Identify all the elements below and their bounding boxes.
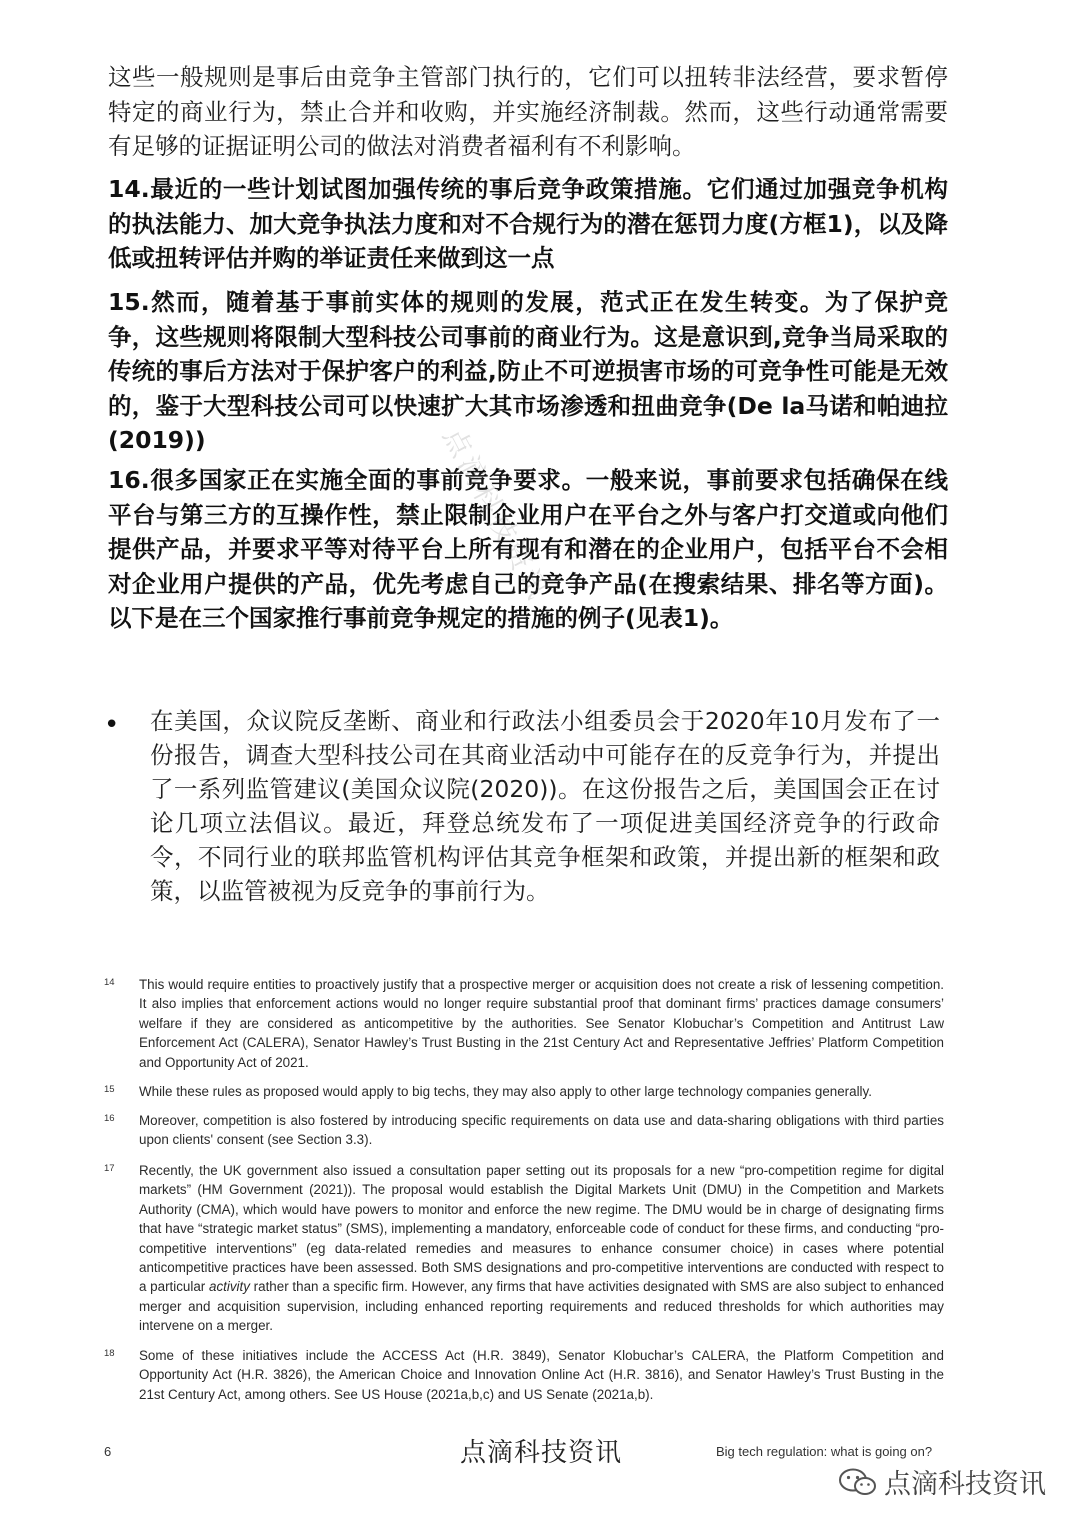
footnote-number: 17 — [104, 1163, 115, 1174]
footnote-16 — [104, 1111, 944, 1150]
footer-watermark-text: 点滴科技资讯 — [460, 1438, 623, 1468]
footnote-text: Some of these initiatives include the ACCESS Act (H.R. 3849), Senator Klobuchar’s CALERA, the Platform Competition and Opportunity Act (H.R. 3826), the American Choice and Innovation Online Act (H.R. 3816), and Senator Hawley’s Trust Busting in the 21st Century Act, among others. See US House (2021a,b,c) and US Senate (2021a,b). — [139, 1348, 944, 1402]
wechat-watermark — [838, 1462, 1046, 1501]
bullet-icon: • — [104, 710, 120, 740]
footnote-number: 14 — [104, 977, 115, 988]
paragraph-14: 14.最近的一些计划试图加强传统的事后竞争政策措施。它们通过加强竞争机构的执法能力、加大竞争执法力度和对不合规行为的潜在惩罚力度(方框1)，以及降低或扭转评估并购的举证责任来做到这一点 — [108, 175, 948, 272]
footnote-15 — [104, 1082, 944, 1101]
wechat-icon — [838, 1467, 878, 1497]
footnote-text: This would require entities to proactively justify that a prospective merger or acquisition does not create a risk of lessening competition. It also implies that enforcement actions would no longer require substantial proof that dominant firms’ practices damage consumers’ welfare if they are considered as anticompetitive by the authorities. See Senator Klobuchar’s Competition and Antitrust Law Enforcement Act (CALERA), Senator Hawley’s Trust Busting in the 21st Century Act and Representative Jeffries’ Platform Competition and Opportunity Act of 2021. — [139, 977, 944, 1070]
footnote-italic-word: activity — [209, 1279, 250, 1295]
diagonal-watermark: 点滴科技资讯 — [436, 422, 556, 608]
footnote-14 — [104, 975, 944, 1072]
wechat-account-name: 点滴科技资讯 — [884, 1469, 1046, 1500]
footnote-number: 15 — [104, 1084, 115, 1095]
paragraph-15: 15.然而，随着基于事前实体的规则的发展，范式正在发生转变。为了保护竞争，这些规则将限制大型科技公司事前的商业行为。这是意识到,竞争当局采取的传统的事后方法对于保护客户的利益,防止不可逆损害市场的可竞争性可能是无效的，鉴于大型科技公司可以快速扩大其市场渗透和扭曲竞争(De la马诺和帕迪拉(2019)) — [108, 288, 948, 454]
footnote-18 — [104, 1346, 944, 1404]
footnote-text-part: rather than a specific firm. However, any firms that have activities designated with SMS are also subject to enhanced merger and acquisition supervision, including enhanced reporting requirements and reduced thresholds for which authorities may intervene on a merger. — [139, 1279, 944, 1334]
running-title: Big tech regulation: what is going on? — [716, 1444, 933, 1459]
footnote-text: Moreover, competition is also fostered by introducing specific requirements on data use and data-sharing obligations with third parties upon clients' consent (see Section 3.3). — [139, 1113, 944, 1148]
footnote-number: 18 — [104, 1348, 115, 1359]
paragraph-intro: 这些一般规则是事后由竞争主管部门执行的，它们可以扭转非法经营，要求暂停特定的商业行为，禁止合并和收购，并实施经济制裁。然而，这些行动通常需要有足够的证据证明公司的做法对消费者福利有不利影响。 — [108, 63, 948, 160]
footnote-text: While these rules as proposed would apply to big techs, they may also apply to other large technology companies generally. — [139, 1084, 872, 1099]
page-number: 6 — [104, 1444, 112, 1459]
footnote-text — [139, 1161, 944, 1336]
footnote-17 — [104, 1161, 944, 1336]
footnote-text-part: Recently, the UK government also issued a consultation paper setting out its proposals for a new “pro-competition regime for digital markets” (HM Government (2021)). The proposal would establish the Digital Markets Unit (DMU) in the Competition and Markets Authority (CMA), which would have powers to monitor and enforce the new regime. The DMU would be in charge of designating firms that have “strategic market status” (SMS), implementing a mandatory, enforceable code of conduct for these firms, and conducting “pro-competitive interventions” (eg data-related remedies and measures to enhance consumer choice) in cases where potential anticompetitive practices have been assessed. Both SMS designations and pro-competitive interventions are conducted with respect to a particular — [139, 1163, 944, 1295]
paragraph-16: 16.很多国家正在实施全面的事前竞争要求。一般来说，事前要求包括确保在线平台与第三方的互操作性，禁止限制企业用户在平台之外与客户打交道或向他们提供产品，并要求平等对待平台上所有现有和潜在的企业用户，包括平台不会相对企业用户提供的产品，优先考虑自己的竞争产品(在搜索结果、排名等方面)。以下是在三个国家推行事前竞争规定的措施的例子(见表1)。 — [108, 466, 948, 632]
bullet-us-text: 在美国，众议院反垄断、商业和行政法小组委员会于2020年10月发布了一份报告，调查大型科技公司在其商业活动中可能存在的反竞争行为，并提出了一系列监管建议(美国众议院(2020))。在这份报告之后，美国国会正在讨论几项立法倡议。最近，拜登总统发布了一项促进美国经济竞争的行政命令，不同行业的联邦监管机构评估其竞争框架和政策，并提出新的框架和政策，以监管被视为反竞争的事前行为。 — [150, 707, 940, 905]
footnote-number: 16 — [104, 1113, 115, 1124]
